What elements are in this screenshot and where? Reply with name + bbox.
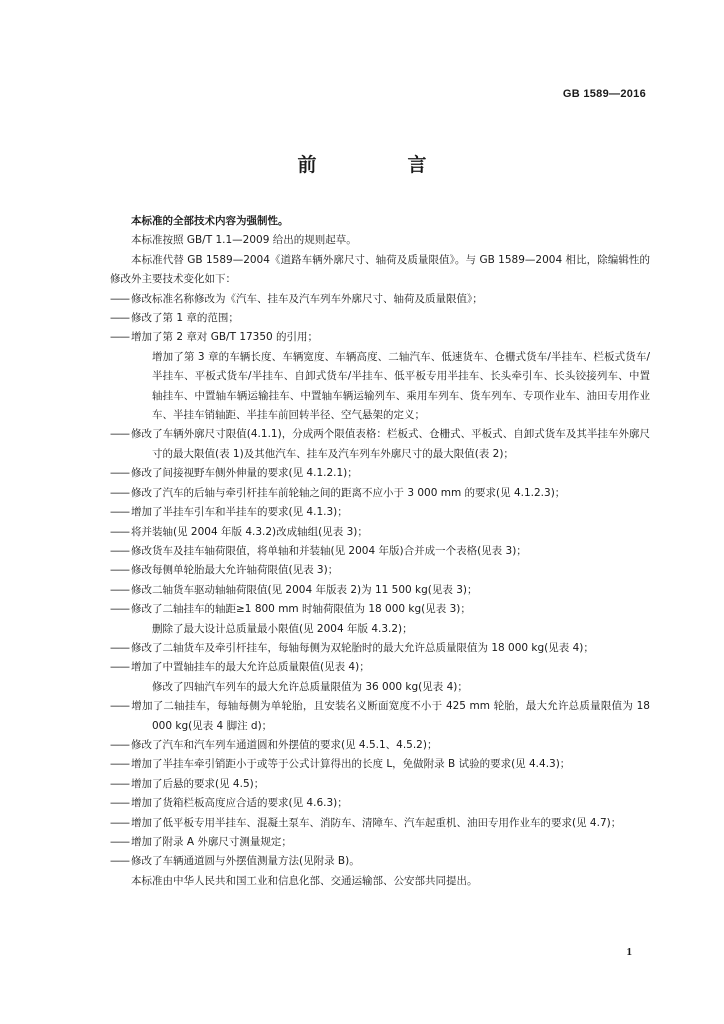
dash-marker: [110, 309, 131, 328]
change-item: [110, 600, 650, 619]
change-item: [110, 755, 650, 774]
dash-marker: [110, 833, 131, 852]
dash-marker: [110, 484, 131, 503]
change-text: 修改标准名称修改为《汽车、挂车及汽车列车外廓尺寸、轴荷及质量限值》；: [131, 292, 483, 305]
change-item: [110, 697, 650, 736]
change-text: 修改每侧单轮胎最大允许轴荷限值(见表 3)；: [131, 564, 339, 577]
change-item: [110, 503, 650, 522]
change-text: 增加了附录 A 外廓尺寸测量规定；: [131, 836, 292, 848]
dash-marker: [110, 503, 131, 522]
change-text: 增加了货箱栏板高度应合适的要求(见 4.6.3)；: [131, 797, 348, 810]
change-note: 修改了四轴汽车列车的最大允许总质量限值为 36 000 kg(见表 4)；: [152, 680, 468, 693]
change-text: 增加了中置轴挂车的最大允许总质量限值(见表 4)；: [131, 661, 370, 674]
change-text: 修改了车辆外廓尺寸限值(4.1.1)，分成两个限值表格：栏板式、仓栅式、平板式、自卸式货车及其半挂车外廓尺寸的最大限值(表 1)及其他汽车、挂车及汽车列车外廓尺寸的最大限值(表 2)；: [131, 428, 650, 460]
change-note: 增加了第 3 章的车辆长度、车辆宽度、车辆高度、二轴汽车、低速货车、仓栅式货车/半挂车、栏板式货车/半挂车、平板式货车/半挂车、自卸式货车/半挂车、低平板专用半挂车、长头牵引车、长头铰接列车、中置轴挂车、中置轴车辆运输挂车、中置轴车辆运输列车、乘用车列车、货车列车、专项作业车、油田专用作业车、半挂车销轴距、半挂车前回转半径、空气悬架的定义；: [152, 350, 650, 422]
dash-marker: [110, 600, 131, 619]
change-text: 修改了车辆通道圆与外摆值测量方法(见附录 B)。: [131, 855, 360, 868]
change-text: 增加了低平板专用半挂车、混凝土泵车、消防车、清障车、汽车起重机、油田专用作业车的要求(见 4.7)；: [131, 816, 622, 829]
change-text: 将并装轴(见 2004 年版 4.3.2)改成轴组(见表 3)；: [131, 525, 368, 538]
dash-marker: [110, 794, 131, 813]
change-item: [110, 561, 650, 580]
change-item: [110, 775, 650, 794]
dash-marker: [110, 755, 131, 774]
change-item: [110, 794, 650, 813]
dash-marker: [110, 290, 131, 309]
change-text: 增加了二轴挂车，每轴每侧为单轮胎，且安装名义断面宽度不小于 425 mm 轮胎，最大允许总质量限值为 18 000 kg(见表 4 脚注 d)；: [131, 700, 650, 732]
page-number: 1: [626, 946, 632, 958]
change-item: [110, 425, 650, 464]
change-item: [110, 581, 650, 600]
dash-marker: [110, 775, 131, 794]
change-item: [110, 523, 650, 542]
change-item: [110, 328, 650, 347]
change-item: [110, 464, 650, 483]
standard-code: GB 1589—2016: [562, 88, 646, 100]
change-item: [110, 658, 650, 677]
change-item: [110, 814, 650, 833]
dash-marker: [110, 425, 131, 444]
page-title: 前 言: [297, 154, 463, 176]
dash-marker: [110, 639, 131, 658]
dash-marker: [110, 697, 131, 716]
dash-marker: [110, 561, 131, 580]
dash-marker: [110, 581, 131, 600]
dash-marker: [110, 852, 131, 871]
change-text: 修改了第 1 章的范围；: [131, 312, 239, 325]
dash-marker: [110, 464, 131, 483]
change-text: 增加了后悬的要求(见 4.5)；: [131, 777, 265, 790]
change-item: [110, 639, 650, 658]
dash-marker: [110, 736, 131, 755]
change-note: 删除了最大设计总质量最小限值(见 2004 年版 4.3.2)；: [152, 622, 413, 635]
intro-paragraph: 本标准按照 GB/T 1.1—2009 给出的规则起草。: [131, 234, 357, 247]
change-text: 修改了间接视野车侧外伸量的要求(见 4.1.2.1)；: [131, 467, 358, 480]
intro-paragraph: 本标准代替 GB 1589—2004《道路车辆外廓尺寸、轴荷及质量限值》。与 GB 1589—2004 相比，除编辑性的修改外主要技术变化如下：: [110, 253, 650, 286]
change-text: 增加了半挂车牵引销距小于或等于公式计算得出的长度 L，免做附录 B 试验的要求(见 4.4.3)；: [131, 758, 571, 771]
dash-marker: [110, 658, 131, 677]
change-text: 修改了汽车的后轴与牵引杆挂车前轮轴之间的距离不应小于 3 000 mm 的要求(见 4.1.2.3)；: [131, 486, 566, 499]
change-item: [110, 484, 650, 503]
closing-paragraph: 本标准由中华人民共和国工业和信息化部、交通运输部、公安部共同提出。: [131, 874, 478, 887]
change-item: [110, 290, 650, 309]
change-text: 修改了二轴挂车的轴距≥1 800 mm 时轴荷限值为 18 000 kg(见表 3)；: [131, 603, 471, 616]
change-text: 增加了半挂车引车和半挂车的要求(见 4.1.3)；: [131, 506, 348, 519]
dash-marker: [110, 814, 131, 833]
dash-marker: [110, 542, 131, 561]
dash-marker: [110, 523, 131, 542]
change-item: [110, 736, 650, 755]
change-item: [110, 833, 650, 852]
intro-paragraph: 本标准的全部技术内容为强制性。: [131, 215, 289, 227]
foreword-body: [110, 212, 650, 891]
dash-marker: [110, 328, 131, 347]
change-text: 增加了第 2 章对 GB/T 17350 的引用；: [131, 331, 319, 344]
change-text: 修改货车及挂车轴荷限值，将单轴和并装轴(见 2004 年版)合并成一个表格(见表 3)；: [131, 544, 527, 557]
change-text: 修改了二轴货车及牵引杆挂车，每轴每侧为双轮胎时的最大允许总质量限值为 18 000 kg(见表 4)；: [131, 641, 594, 654]
change-item: [110, 542, 650, 561]
change-text: 修改了汽车和汽车列车通道圆和外摆值的要求(见 4.5.1、4.5.2)；: [131, 738, 438, 751]
change-text: 修改二轴货车驱动轴轴荷限值(见 2004 年版表 2)为 11 500 kg(见表 3)；: [131, 583, 478, 596]
change-item: [110, 852, 650, 871]
change-item: [110, 309, 650, 328]
